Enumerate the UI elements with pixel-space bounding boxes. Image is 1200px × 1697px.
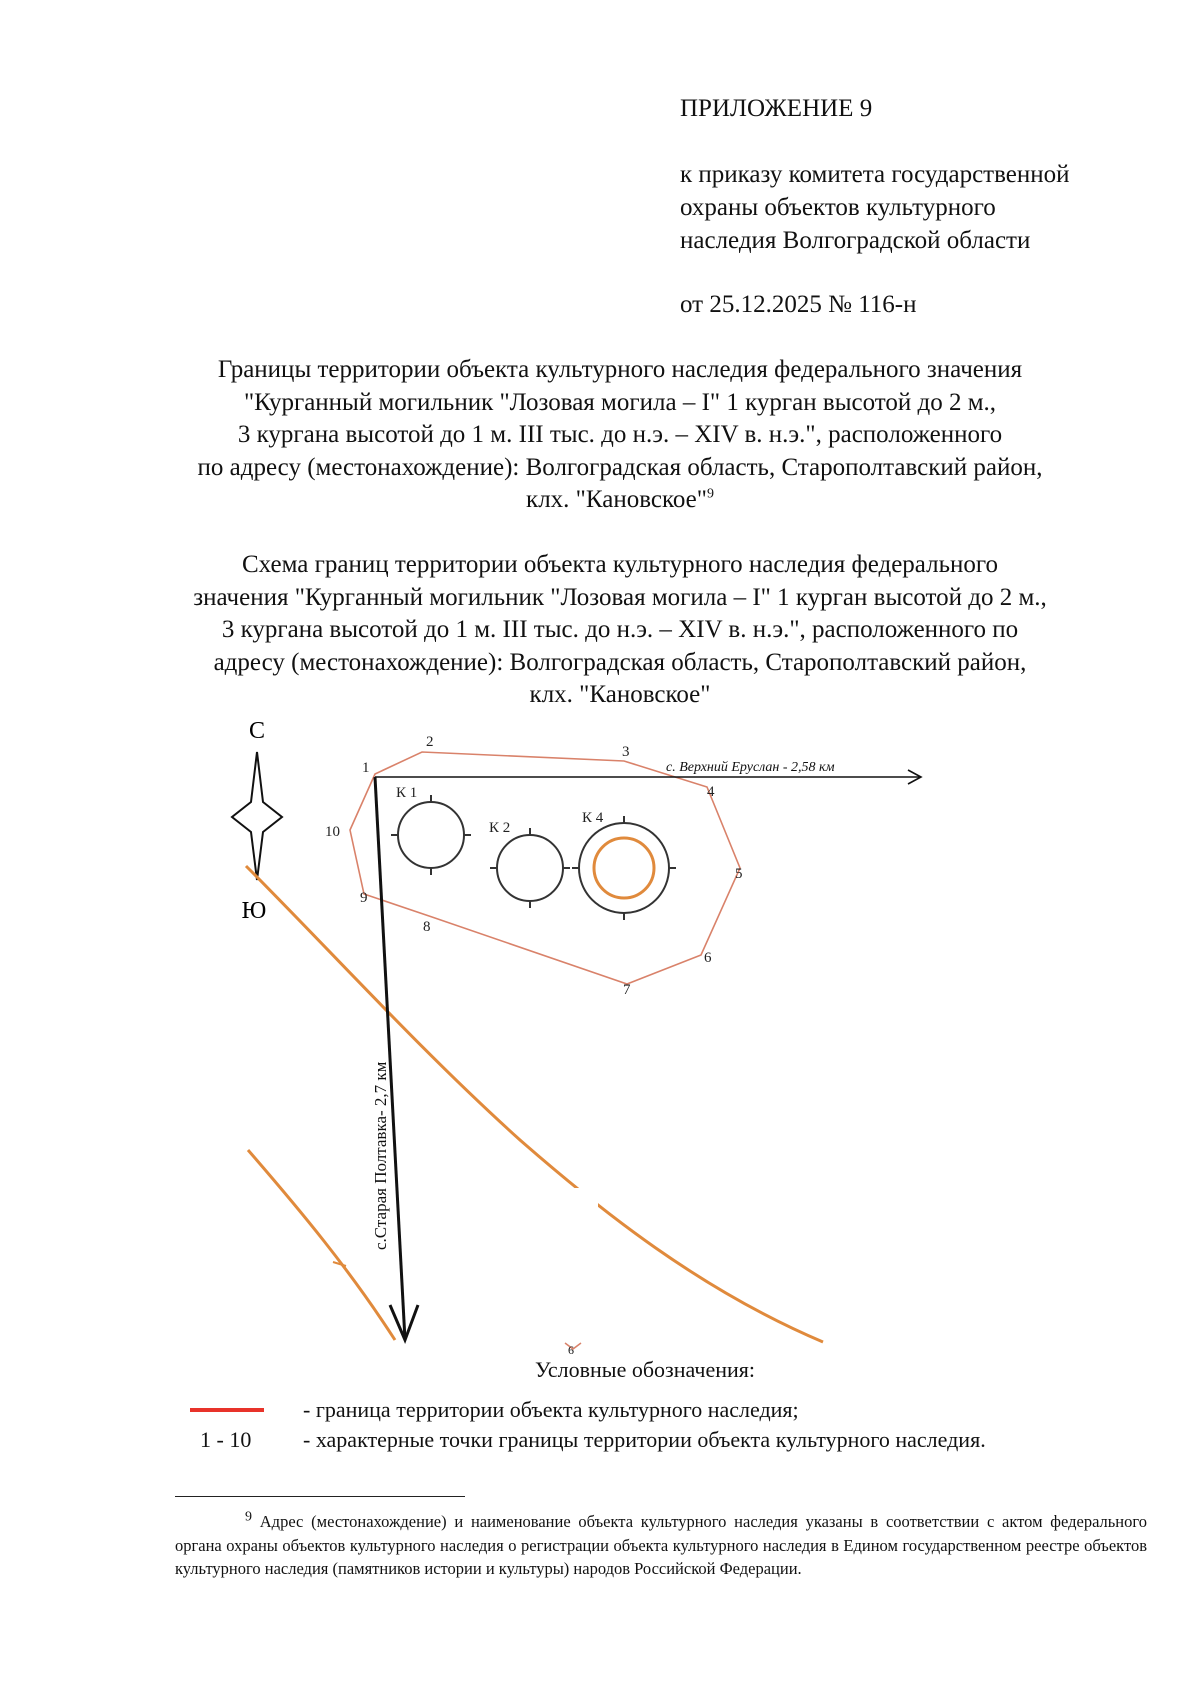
- road-gap: [570, 1188, 598, 1218]
- title-line: Границы территории объекта культурного наследия федерального значения: [217, 356, 1023, 383]
- legend-points-symbol: 1 - 10: [200, 1427, 252, 1452]
- kurgan-labels: [396, 785, 604, 836]
- point-label: 5: [735, 866, 743, 882]
- order-date: от 25.12.2025 № 116-н: [680, 291, 917, 318]
- order-line: к приказу комитета государственной: [680, 161, 1070, 188]
- title-line: "Курганный могильник "Лозовая могила – I" 1 курган высотой до 2 м.,: [243, 388, 997, 416]
- title-line: адресу (местонахождение): Волгоградская область, Старополтавский район,: [213, 648, 1027, 676]
- road-line: [246, 866, 823, 1342]
- order-line: охраны объектов культурного: [680, 194, 996, 221]
- legend-boundary-line: [190, 1408, 264, 1412]
- kurgan-label: К 1: [396, 785, 418, 801]
- point-label: 10: [325, 824, 340, 840]
- title-line: 3 кургана высотой до 1 м. III тыс. до н.э. – XIV в. н.э.", расположенного: [237, 421, 1003, 448]
- footnote-divider: [175, 1496, 465, 1497]
- point-label: 6: [704, 950, 712, 966]
- kurgan-label: К 4: [582, 810, 604, 826]
- title-line: 3 кургана высотой до 1 м. III тыс. до н.э. – XIV в. н.э.", расположенного по: [221, 616, 1019, 643]
- arrow-east-label: с. Верхний Еруслан - 2,58 км: [666, 760, 835, 775]
- kurgan-label: К 2: [489, 820, 511, 836]
- title-line: клх. "Кановское": [529, 681, 711, 708]
- point-label: 7: [623, 982, 631, 998]
- title-line: Схема границ территории объекта культурного наследия федерального: [241, 551, 999, 578]
- footnote-text: Адрес (местонахождение) и наименование объекта культурного наследия указаны в соответствии с актом федерального органа охраны объектов культурного наследия о регистрации объекта культурного наследия в Едином государственном реестре объектов культурного наследия (памятников истории и культуры) народов Российской Федерации.: [175, 1512, 1147, 1578]
- order-line: наследия Волгоградской области: [680, 227, 1031, 254]
- point-label: 9: [360, 890, 368, 906]
- legend-boundary-text: - граница территории объекта культурного наследия;: [303, 1397, 799, 1422]
- kurgan-k2: [490, 828, 570, 908]
- point-label: 1: [362, 760, 370, 776]
- kurgan-k4: [572, 816, 676, 920]
- footnote-number: 9: [245, 1509, 252, 1525]
- legend-title: Условные обозначения:: [534, 1357, 756, 1382]
- point-label: 3: [622, 744, 630, 760]
- stray-number: 6: [568, 1343, 574, 1357]
- point-label: 2: [426, 734, 434, 750]
- compass-south-label: Ю: [241, 898, 267, 924]
- legend-points-text: - характерные точки границы территории объекта культурного наследия.: [303, 1427, 986, 1452]
- appendix-number: ПРИЛОЖЕНИЕ 9: [680, 95, 873, 122]
- arrow-east: [375, 760, 921, 784]
- arrow-south-label: с.Старая Полтавка- 2,7 км: [371, 1061, 390, 1250]
- point-label: 4: [707, 784, 715, 800]
- footnote: [175, 1510, 1147, 1581]
- title-line: по адресу (местонахождение): Волгоградская область, Старополтавский район,: [197, 453, 1043, 481]
- title-line: значения "Курганный могильник "Лозовая могила – I" 1 курган высотой до 2 м.,: [193, 583, 1047, 611]
- footnote-ref[interactable]: 9: [706, 486, 714, 502]
- point-label: 8: [423, 919, 431, 935]
- kurgan-k1: [391, 795, 471, 875]
- compass-north-label: С: [248, 718, 266, 744]
- title-line: клх. "Кановское": [526, 486, 707, 513]
